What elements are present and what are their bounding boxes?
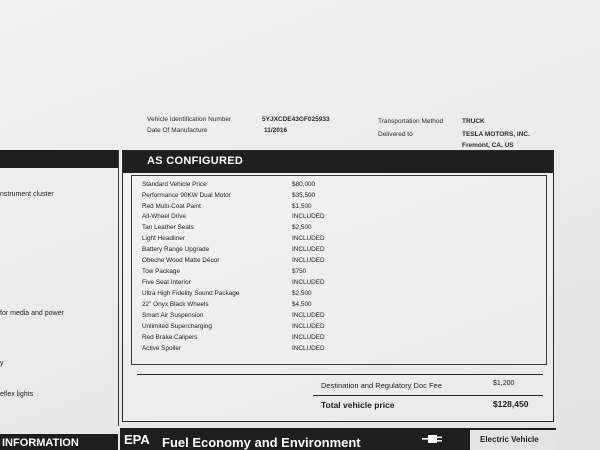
delivered-to-label: Delivered to [378,131,413,138]
left-fragment-text: nstrument cluster [0,191,54,198]
as-configured-section [122,150,554,422]
option-row [142,323,442,334]
epa-label: EPA [124,432,150,447]
option-label: Red Brake Calipers [142,334,198,341]
option-price: INCLUDED [292,279,325,286]
option-price: INCLUDED [292,246,325,253]
option-price: INCLUDED [292,345,325,352]
option-price: INCLUDED [292,312,325,319]
as-configured-header-bar [123,151,553,173]
option-price: INCLUDED [292,213,325,220]
option-label: Five Seat Interior [142,279,191,286]
option-row [142,192,442,203]
transport-method-label: Transportation Method [378,118,444,125]
option-row [142,213,442,224]
option-price: $35,500 [292,192,316,199]
option-label: 22" Onyx Black Wheels [142,301,209,308]
option-row [142,235,442,246]
option-label: All-Wheel Drive [142,213,187,220]
electric-plug-icon [422,432,444,446]
option-price: $750 [292,268,307,275]
option-price: $1,500 [292,203,312,210]
fee-separator-line [137,374,543,375]
destination-fee-label: Destination and Regulatory Doc Fee [321,381,442,390]
date-of-manufacture-label: Date Of Manufacture [147,127,208,134]
electric-vehicle-label: Electric Vehicle [480,435,539,444]
information-bar [0,434,118,450]
delivered-to-value-line2: Fremont, CA, US [462,142,514,149]
total-vehicle-price-label: Total vehicle price [321,400,395,410]
option-row [142,290,442,301]
option-label: Unlimited Supercharging [142,323,212,330]
option-row [142,268,442,279]
options-list-box [131,175,547,365]
total-separator-line [313,395,543,396]
option-row [142,312,442,323]
left-section-header-bar [0,150,118,168]
option-label: Ultra High Fidelity Sound Package [142,290,240,297]
fuel-economy-heading: Fuel Economy and Environment [162,435,361,450]
electric-vehicle-tag [470,430,556,450]
option-row [142,181,442,192]
transport-method-value: TRUCK [462,118,485,125]
option-price: $4,500 [292,301,312,308]
vin-value: 5YJXCDE43GF025933 [262,116,330,123]
delivered-to-value-line1: TESLA MOTORS, INC. [462,131,530,138]
option-row [142,345,442,356]
option-row [142,246,442,257]
option-price: INCLUDED [292,334,325,341]
option-price: INCLUDED [292,257,325,264]
option-price: $2,500 [292,290,312,297]
option-row [142,279,442,290]
option-price: INCLUDED [292,235,325,242]
left-fragment-text: eflex lights [0,391,34,398]
information-heading: INFORMATION [2,437,79,449]
option-row [142,334,442,345]
option-label: Light Headliner [142,235,185,242]
option-label: Obeche Wood Matte Décor [142,257,220,264]
option-row [142,301,442,312]
option-price: $80,000 [292,181,316,188]
option-label: Red Multi-Coat Paint [142,203,201,210]
option-price: INCLUDED [292,323,325,330]
left-fragment-text: y [0,360,4,367]
option-price: $2,500 [292,224,312,231]
option-label: Standard Vehicle Price [142,181,207,188]
total-vehicle-price-value: $128,450 [493,399,529,409]
vin-label: Vehicle Identification Number [147,116,232,123]
option-label: Active Spoiler [142,345,182,352]
option-label: Battery Range Upgrade [142,246,210,253]
option-row [142,257,442,268]
option-row [142,224,442,235]
option-label: Tan Leather Seats [142,224,194,231]
option-label: Smart Air Suspension [142,312,204,319]
destination-fee-value: $1,200 [493,380,515,387]
as-configured-title: AS CONFIGURED [147,155,244,167]
option-label: Performance 90KW Dual Motor [142,192,231,199]
left-fragment-text: for media and power [0,310,64,317]
option-label: Tow Package [142,268,181,275]
date-of-manufacture-value: 11/2016 [264,127,288,134]
